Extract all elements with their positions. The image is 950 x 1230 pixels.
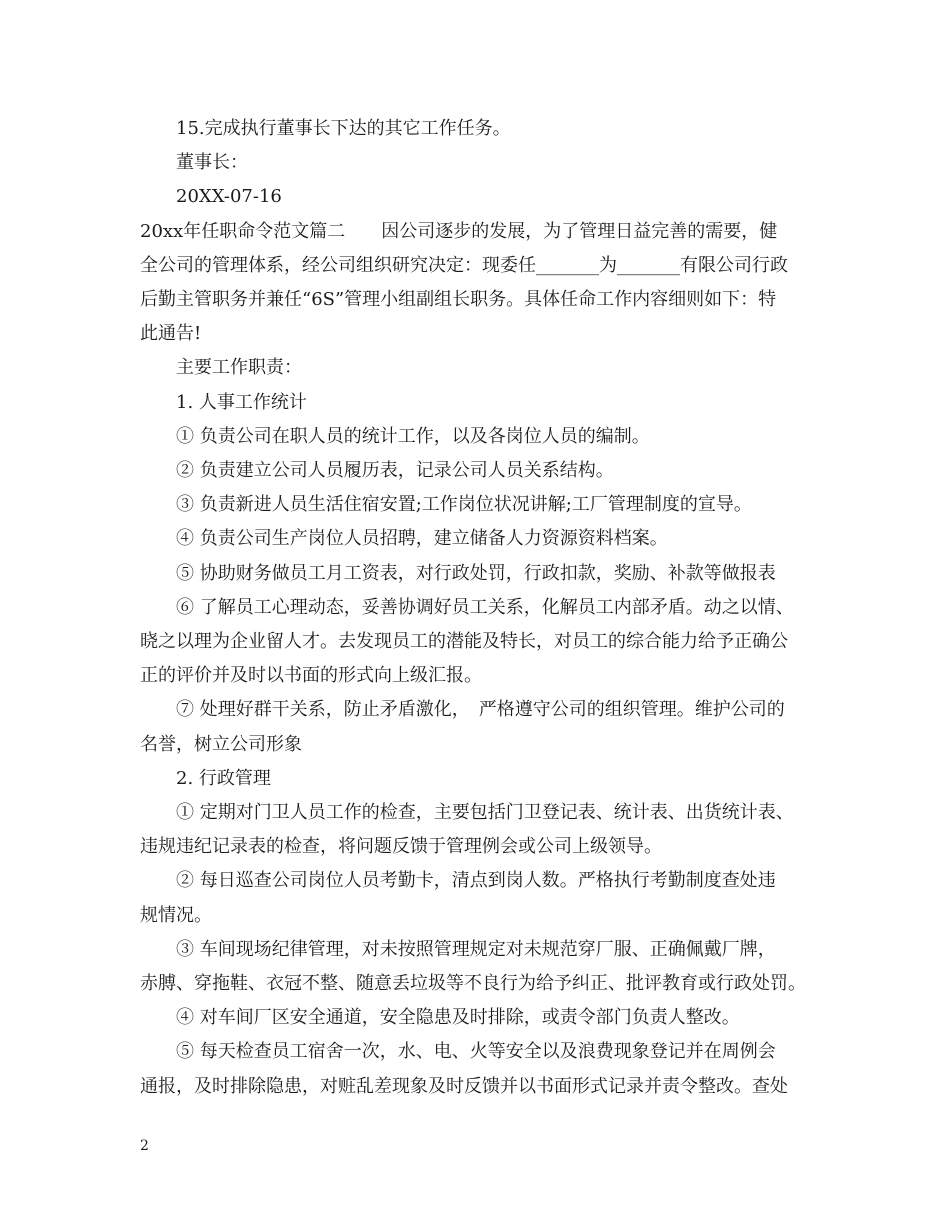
text-line: 赤膊、穿拖鞋、衣冠不整、随意丢垃圾等不良行为给予纠正、批评教育或行政处罚。 (140, 973, 806, 995)
text-line: 通报，及时排除隐患，对赃乱差现象及时反馈并以书面形式记录并责令整改。查处 (140, 1075, 788, 1097)
text-line: 此通告! (140, 323, 202, 345)
text-line: 主要工作职责： (176, 357, 302, 379)
text-line: ① 定期对门卫人员工作的检查，主要包括门卫登记表、统计表、出货统计表、 (176, 802, 794, 824)
text-line: ④ 负责公司生产岗位人员招聘，建立储备人力资源资料档案。 (176, 528, 668, 550)
text-line: 规情况。 (140, 904, 212, 926)
text-line: ③ 负责新进人员生活住宿安置;工作岗位状况讲解;工厂管理制度的宣导。 (176, 494, 752, 516)
text-line: 董事长： (176, 152, 248, 174)
text-line: ⑤ 每天检查员工宿舍一次，水、电、火等安全以及浪费现象登记并在周例会 (176, 1041, 776, 1063)
text-line: 20xx年任职命令范文篇二 因公司逐步的发展，为了管理日益完善的需要，健 (140, 220, 778, 242)
text-line: ① 负责公司在职人员的统计工作，以及各岗位人员的编制。 (176, 425, 650, 447)
text-line: 名誉，树立公司形象 (140, 733, 302, 755)
text-line: ② 负责建立公司人员履历表，记录公司人员关系结构。 (176, 460, 614, 482)
text-line: 后勤主管职务并兼任“6S”管理小组副组长职务。具体任命工作内容细则如下：特 (140, 289, 777, 311)
text-line: ④ 对车间厂区安全通道，安全隐患及时排除，或责令部门负责人整改。 (176, 1007, 740, 1029)
page-number: 2 (140, 1138, 149, 1154)
text-line: ⑥ 了解员工心理动态，妥善协调好员工关系，化解员工内部矛盾。动之以情、 (176, 596, 794, 618)
text-line: 15.完成执行董事长下达的其它工作任务。 (176, 118, 511, 139)
text-line: 晓之以理为企业留人才。去发现员工的潜能及特长，对员工的综合能力给予正确公 (140, 631, 788, 653)
document-body (140, 112, 820, 1104)
text-line: 正的评价并及时以书面的形式向上级汇报。 (140, 665, 482, 687)
text-line: ⑤ 协助财务做员工月工资表，对行政处罚，行政扣款，奖励、补款等做报表 (176, 562, 776, 584)
text-line: 2. 行政管理 (176, 767, 271, 789)
text-line: 20XX-07-16 (176, 186, 282, 208)
text-line: ⑦ 处理好群干关系，防止矛盾激化， 严格遵守公司的组织管理。维护公司的 (176, 699, 785, 721)
text-line: 违规违纪记录表的检查，将问题反馈于管理例会或公司上级领导。 (140, 836, 662, 858)
text-line: 1. 人事工作统计 (176, 391, 307, 413)
text-line: 全公司的管理体系，经公司组织研究决定：现委任_______为_______有限公司行政 (140, 254, 788, 276)
text-line: ③ 车间现场纪律管理，对未按照管理规定对未规范穿厂服、正确佩戴厂牌， (176, 938, 776, 960)
text-line: ② 每日巡查公司岗位人员考勤卡，清点到岗人数。严格执行考勤制度查处违 (176, 870, 776, 892)
